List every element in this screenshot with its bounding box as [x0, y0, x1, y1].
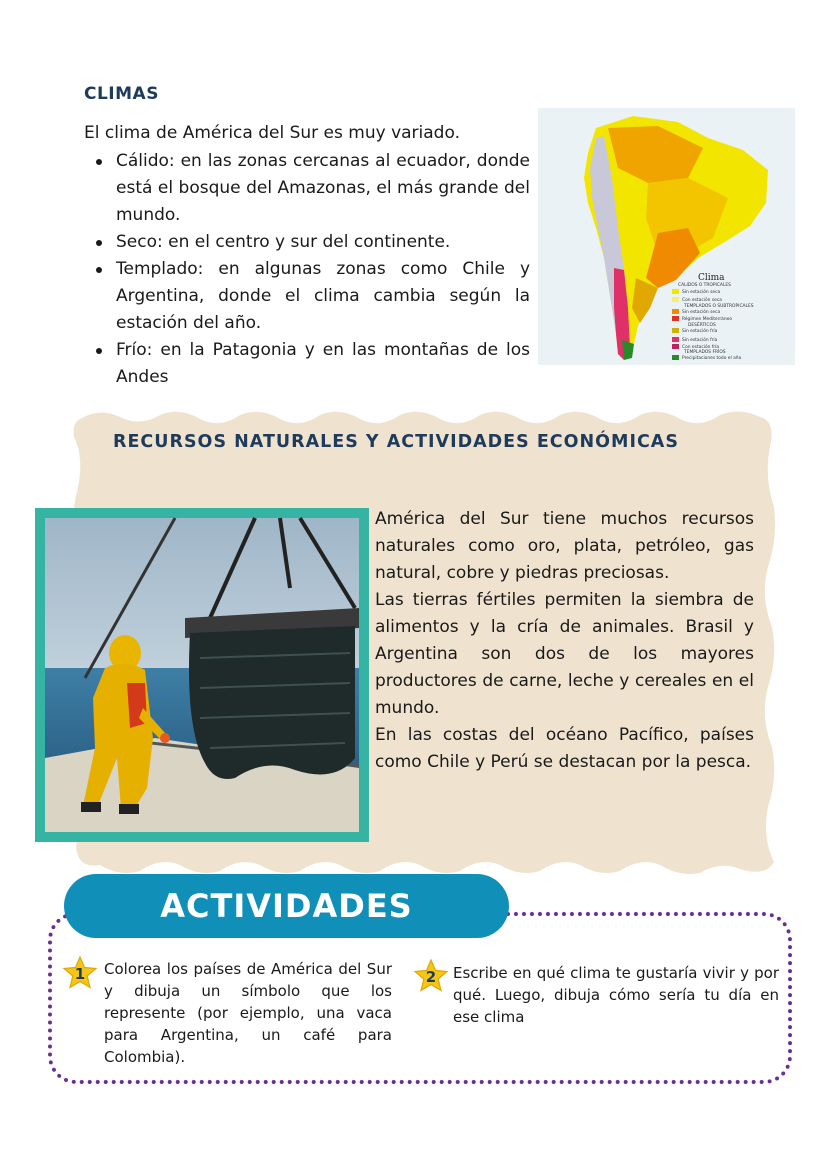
fishing-photo	[35, 508, 369, 842]
activity-text: Escribe en qué clima te gustaría vivir y por qué. Luego, dibuja cómo sería tu día en ese clima	[453, 964, 779, 1026]
map-legend-label: Régimen Mediterráneo	[682, 317, 733, 322]
map-legend-label: TEMPLADOS O SUBTROPICALES	[684, 304, 754, 309]
activity-number: 2	[425, 968, 437, 986]
climas-heading: CLIMAS	[84, 84, 159, 104]
map-legend-label: Sin estación seca	[682, 310, 721, 315]
map-legend-label: Con estación fría	[682, 345, 720, 350]
map-legend-label: CALIDOS O TROPICALES	[678, 283, 731, 288]
recursos-paragraph: América del Sur tiene muchos recursos naturales como oro, plata, petróleo, gas natural, cobre y piedras preciosas.	[375, 509, 754, 583]
map-legend-label: Sin estación fría	[682, 329, 718, 334]
climate-map	[538, 108, 795, 365]
climate-list	[84, 148, 530, 391]
star-icon	[413, 958, 449, 994]
list-item: Seco: en el centro y sur del continente.	[84, 229, 530, 256]
map-legend-title: Clima	[698, 273, 725, 283]
map-legend-label: Precipitaciones todo el año	[682, 356, 742, 361]
activity-text: Colorea los países de América del Sur y dibuja un símbolo que los represente (por ejemplo, una vaca para Argentina, un café para Colombia).	[104, 960, 392, 1066]
map-legend-label: Sin estación fría	[682, 338, 718, 343]
list-item: Frío: en la Patagonia y en las montañas de los Andes	[84, 337, 530, 391]
activities-title: ACTIVIDADES	[160, 887, 413, 925]
south-america-map	[538, 108, 795, 365]
star-icon	[62, 955, 98, 991]
list-item: Cálido: en las zonas cercanas al ecuador, donde está el bosque del Amazonas, el más grande del mundo.	[84, 148, 530, 229]
list-item: Templado: en algunas zonas como Chile y Argentina, donde el clima cambia según la estación del año.	[84, 256, 530, 337]
recursos-paragraph: Las tierras fértiles permiten la siembra de alimentos y la cría de animales. Brasil y Argentina son dos de los mayores productores de carne, leche y cereales en el mundo.	[375, 590, 754, 718]
map-legend-label: TEMPLADOS FRÍOS	[684, 350, 726, 355]
recursos-heading: RECURSOS NATURALES Y ACTIVIDADES ECONÓMICAS	[113, 432, 679, 452]
activity-number: 1	[74, 965, 86, 983]
map-legend-label: Sin estación seca	[682, 290, 721, 295]
map-legend-label: DESÉRTICOS	[688, 323, 716, 328]
recursos-text	[375, 506, 754, 776]
recursos-paragraph: En las costas del océano Pacífico, países como Chile y Perú se destacan por la pesca.	[375, 725, 754, 772]
photo-frame	[35, 508, 369, 842]
climas-intro: El clima de América del Sur es muy variado.	[84, 123, 460, 143]
map-legend-label: Con estación seca	[682, 298, 722, 303]
